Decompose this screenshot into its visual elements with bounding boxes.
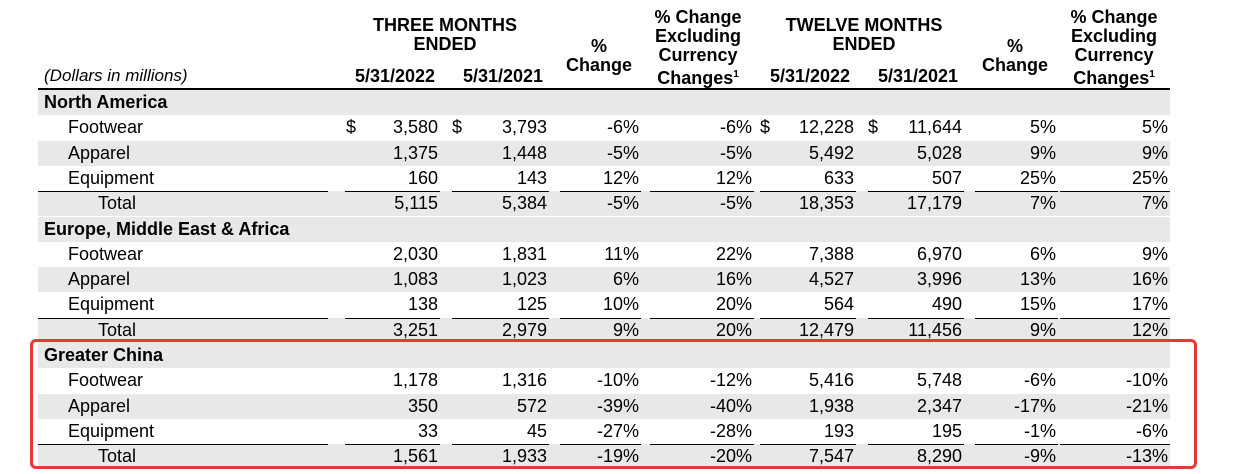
total-rule bbox=[38, 318, 328, 319]
cell-3m-2021: 572 bbox=[516, 395, 547, 416]
cell-3m-2021: 1,023 bbox=[501, 269, 547, 290]
row-label: Total bbox=[98, 319, 137, 340]
total-rule bbox=[868, 191, 964, 192]
cell-12m-2022: 18,353 bbox=[798, 193, 854, 214]
cell-12m-2022: 5,416 bbox=[808, 370, 854, 391]
cell-12m-excl: -10% bbox=[1125, 370, 1168, 391]
cell-12m-2022: 12,228 bbox=[798, 117, 854, 138]
currency-symbol: $ bbox=[760, 117, 771, 138]
row-label: Apparel bbox=[68, 395, 131, 416]
cell-12m-2021: 5,748 bbox=[916, 370, 962, 391]
cell-3m-2022: 3,251 bbox=[392, 319, 438, 340]
cell-3m-excl: 16% bbox=[715, 269, 752, 290]
header-pct-change-3m: % Change bbox=[565, 36, 632, 75]
cell-12m-pct: -17% bbox=[1013, 395, 1056, 416]
header-date-12m-2022: 5/31/2022 bbox=[769, 66, 851, 86]
cell-3m-pct: 9% bbox=[612, 319, 639, 340]
currency-symbol: $ bbox=[346, 117, 357, 138]
total-rule bbox=[975, 318, 1058, 319]
cell-3m-2021: 1,831 bbox=[501, 243, 547, 264]
total-rule bbox=[868, 318, 964, 319]
cell-12m-2021: 8,290 bbox=[916, 446, 962, 467]
row-label: Equipment bbox=[68, 420, 155, 441]
cell-12m-pct: -6% bbox=[1023, 370, 1056, 391]
cell-3m-2022: 1,561 bbox=[392, 446, 438, 467]
cell-12m-2021: 11,456 bbox=[908, 319, 962, 340]
cell-3m-excl: -12% bbox=[709, 370, 752, 391]
row-label: Footwear bbox=[68, 117, 144, 138]
cell-12m-2021: 507 bbox=[931, 167, 962, 188]
cell-3m-pct: -6% bbox=[606, 117, 639, 138]
table-row bbox=[38, 292, 1170, 317]
table-row bbox=[38, 166, 1170, 191]
greater-china-highlight-box bbox=[30, 339, 1197, 469]
row-label: Apparel bbox=[68, 269, 131, 290]
total-rule bbox=[345, 191, 440, 192]
cell-12m-2022: 7,547 bbox=[808, 446, 854, 467]
cell-3m-2022: 1,178 bbox=[392, 370, 438, 391]
section-title: Europe, Middle East & Africa bbox=[44, 218, 290, 239]
cell-3m-2021: 2,979 bbox=[501, 319, 547, 340]
header-pct-excl-3m: % Change Excluding Currency Changes$^1$ bbox=[654, 7, 742, 88]
cell-12m-2022: 5,492 bbox=[808, 142, 854, 163]
cell-3m-2022: 160 bbox=[407, 167, 438, 188]
total-rule bbox=[560, 318, 641, 319]
cell-3m-2021: 45 bbox=[526, 420, 547, 441]
cell-3m-excl: -20% bbox=[709, 446, 752, 467]
cell-3m-2022: 1,375 bbox=[392, 142, 438, 163]
cell-3m-pct: 10% bbox=[602, 294, 639, 315]
header-date-3m-2021: 5/31/2021 bbox=[462, 66, 544, 86]
cell-12m-2021: 6,970 bbox=[916, 243, 962, 264]
section-title: Greater China bbox=[44, 345, 164, 365]
cell-3m-pct: -39% bbox=[596, 395, 639, 416]
cell-3m-excl: -5% bbox=[719, 193, 752, 214]
cell-12m-excl: -21% bbox=[1125, 395, 1168, 416]
total-rule bbox=[650, 318, 754, 319]
cell-3m-2021: 3,793 bbox=[501, 117, 547, 138]
cell-3m-2022: 3,580 bbox=[392, 117, 438, 138]
header-pct-change-12m: % Change bbox=[981, 36, 1048, 75]
cell-12m-pct: 9% bbox=[1029, 142, 1056, 163]
cell-3m-excl: 20% bbox=[715, 294, 752, 315]
cell-3m-pct: -5% bbox=[606, 142, 639, 163]
table-row bbox=[38, 141, 1170, 166]
cell-12m-excl: -13% bbox=[1125, 446, 1168, 467]
cell-12m-pct: 5% bbox=[1029, 117, 1056, 138]
total-rule bbox=[345, 318, 440, 319]
header-pct-excl-12m: % Change Excluding Currency Changes$^1$ bbox=[1070, 7, 1158, 88]
row-label: Footwear bbox=[68, 370, 144, 391]
row-label: Equipment bbox=[68, 294, 155, 315]
cell-12m-pct: 9% bbox=[1029, 319, 1056, 340]
cell-12m-2021: 17,179 bbox=[906, 193, 962, 214]
total-rule bbox=[452, 318, 549, 319]
cell-12m-pct: 7% bbox=[1029, 193, 1056, 214]
header-three-months: THREE MONTHS ENDED bbox=[373, 15, 517, 54]
cell-12m-2021: 2,347 bbox=[916, 395, 962, 416]
total-rule bbox=[560, 191, 641, 192]
cell-12m-2022: 1,938 bbox=[808, 395, 854, 416]
total-rule bbox=[760, 191, 856, 192]
cell-3m-excl: 22% bbox=[715, 243, 752, 264]
cell-12m-2021: 5,028 bbox=[916, 142, 962, 163]
cell-3m-2022: 33 bbox=[417, 420, 438, 441]
cell-3m-2021: 125 bbox=[516, 294, 547, 315]
cell-3m-pct: -10% bbox=[596, 370, 639, 391]
row-label: Equipment bbox=[68, 167, 155, 188]
cell-3m-2021: 1,448 bbox=[501, 142, 547, 163]
total-rule bbox=[38, 191, 328, 192]
total-row bbox=[38, 191, 1170, 216]
header-date-12m-2021: 5/31/2021 bbox=[877, 66, 959, 86]
total-rule bbox=[760, 318, 856, 319]
currency-symbol: $ bbox=[452, 117, 463, 138]
cell-12m-pct: 25% bbox=[1019, 167, 1056, 188]
cell-12m-2021: 195 bbox=[931, 420, 962, 441]
footnote-marker: 1 bbox=[1149, 69, 1155, 80]
total-rule bbox=[1060, 318, 1170, 319]
cell-12m-excl: 7% bbox=[1141, 193, 1168, 214]
cell-3m-excl: -5% bbox=[719, 142, 752, 163]
units-note: (Dollars in millions) bbox=[44, 66, 188, 85]
cell-12m-2022: 4,527 bbox=[808, 269, 854, 290]
cell-12m-pct: 13% bbox=[1019, 269, 1056, 290]
cell-12m-pct: 6% bbox=[1029, 243, 1056, 264]
cell-12m-2022: 12,479 bbox=[798, 319, 854, 340]
cell-3m-pct: 6% bbox=[612, 269, 639, 290]
total-rule bbox=[452, 191, 549, 192]
cell-3m-pct: -19% bbox=[596, 446, 639, 467]
cell-3m-excl: 20% bbox=[715, 319, 752, 340]
cell-12m-pct: 15% bbox=[1019, 294, 1056, 315]
section-header-row bbox=[38, 90, 1170, 115]
table-row bbox=[38, 115, 1170, 140]
cell-12m-2022: 193 bbox=[823, 420, 854, 441]
cell-12m-2021: 490 bbox=[931, 294, 962, 315]
header-twelve-months: TWELVE MONTHS ENDED bbox=[785, 15, 943, 54]
cell-3m-2021: 143 bbox=[516, 167, 547, 188]
cell-12m-2022: 633 bbox=[823, 167, 854, 188]
cell-3m-excl: -40% bbox=[709, 395, 752, 416]
cell-3m-excl: -6% bbox=[719, 117, 752, 138]
cell-3m-pct: 12% bbox=[602, 167, 639, 188]
cell-12m-2022: 7,388 bbox=[808, 243, 854, 264]
footnote-marker: 1 bbox=[733, 69, 739, 80]
cell-12m-pct: -1% bbox=[1023, 420, 1056, 441]
row-label: Total bbox=[98, 446, 137, 467]
cell-3m-2022: 1,083 bbox=[392, 269, 438, 290]
cell-12m-2021: 3,996 bbox=[916, 269, 962, 290]
table-row bbox=[38, 242, 1170, 267]
cell-12m-excl: 17% bbox=[1131, 294, 1168, 315]
cell-12m-excl: 12% bbox=[1131, 319, 1168, 340]
cell-3m-excl: -28% bbox=[709, 420, 752, 441]
cell-12m-excl: 25% bbox=[1131, 167, 1168, 188]
row-label: Footwear bbox=[68, 243, 144, 264]
cell-12m-excl: -6% bbox=[1135, 420, 1168, 441]
cell-12m-excl: 16% bbox=[1131, 269, 1168, 290]
header-date-3m-2022: 5/31/2022 bbox=[354, 66, 436, 86]
total-rule bbox=[1060, 191, 1170, 192]
row-label: Total bbox=[98, 193, 137, 214]
cell-3m-excl: 12% bbox=[715, 167, 752, 188]
cell-3m-pct: -27% bbox=[596, 420, 639, 441]
cell-3m-2022: 138 bbox=[407, 294, 438, 315]
cell-3m-2022: 5,115 bbox=[394, 193, 438, 214]
cell-3m-2021: 1,316 bbox=[501, 370, 547, 391]
cell-3m-2021: 5,384 bbox=[501, 193, 547, 214]
cell-12m-excl: 9% bbox=[1141, 142, 1168, 163]
table-row bbox=[38, 267, 1170, 292]
row-label: Apparel bbox=[68, 142, 131, 163]
section-header-row bbox=[38, 217, 1170, 242]
cell-12m-excl: 9% bbox=[1141, 243, 1168, 264]
cell-12m-2021: 11,644 bbox=[908, 117, 962, 138]
section-title: North America bbox=[44, 92, 168, 112]
cell-3m-2022: 350 bbox=[407, 395, 438, 416]
total-rule bbox=[975, 191, 1058, 192]
currency-symbol: $ bbox=[868, 117, 879, 138]
cell-3m-pct: 11% bbox=[604, 243, 639, 264]
cell-3m-2022: 2,030 bbox=[392, 243, 438, 264]
cell-12m-excl: 5% bbox=[1141, 117, 1168, 138]
cell-12m-pct: -9% bbox=[1023, 446, 1056, 467]
cell-12m-2022: 564 bbox=[823, 294, 854, 315]
total-rule bbox=[650, 191, 754, 192]
cell-3m-2021: 1,933 bbox=[501, 446, 547, 467]
cell-3m-pct: -5% bbox=[606, 193, 639, 214]
